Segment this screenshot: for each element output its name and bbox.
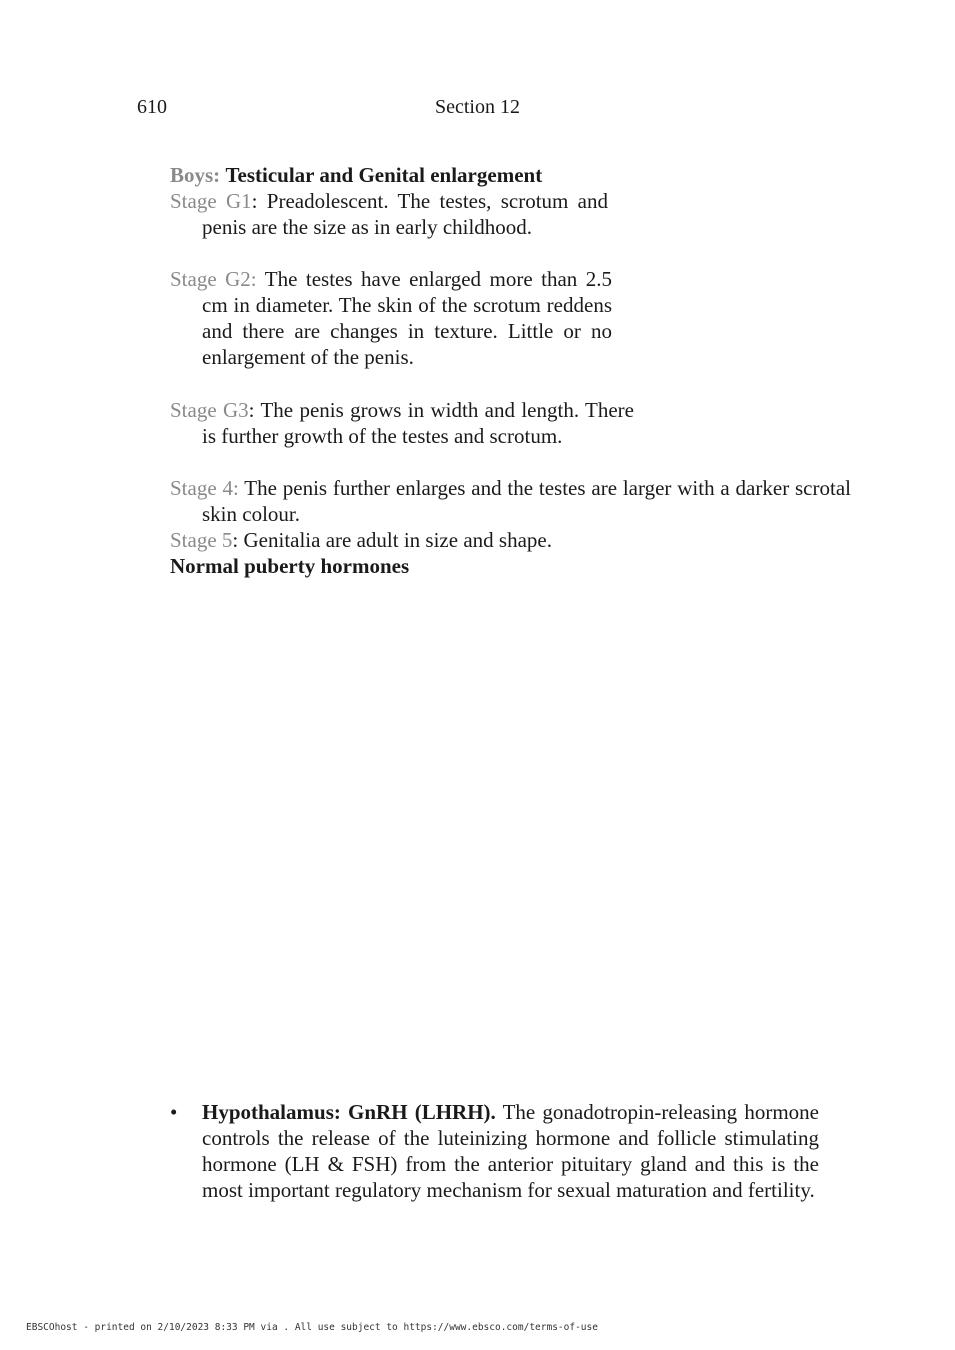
boys-label: Boys: [170,163,221,187]
stage-label: Stage G1 [170,189,252,213]
stage-g2 [170,266,612,370]
stage-text: The penis grows in width and length. There is further growth of the testes and scrotum. [202,398,634,448]
stage-4 [170,475,851,527]
bullet-body: The gonadotropin-releasing hormone controls the release of the luteinizing hormone and follicle stimulating hormone (LH & FSH) from the anterior pituitary gland and this is the most important regulatory mechanism for sexual maturation and fertility. [202,1100,819,1202]
stage-label: Stage G3 [170,398,249,422]
bullet-item [170,1099,819,1203]
running-head: Section 12 [435,96,520,118]
stage-sep: : [232,528,239,552]
stage-label: Stage G2: [170,267,257,291]
stage-text: The penis further enlarges and the testes are larger with a darker scrotal skin colour. [202,476,851,526]
bullet-marker: • [170,1100,178,1124]
print-footer: EBSCOhost - printed on 2/10/2023 8:33 PM via . All use subject to https://www.ebsco.com/terms-of-use [26,1322,598,1333]
stage-label: Stage 5 [170,528,233,552]
stage-text: Genitalia are adult in size and shape. [238,528,552,552]
hormones-heading: Normal puberty hormones [170,554,410,578]
page-number: 610 [137,96,167,118]
stage-5 [170,527,851,553]
bullet-term: Hypothalamus: GnRH (LHRH). [202,1100,496,1124]
boys-title: Testicular and Genital enlargement [225,163,543,187]
stage-sep: : [251,189,258,213]
stage-text: The testes have enlarged more than 2.5 cm in diameter. The skin of the scrotum reddens and there are changes in texture. Little or no enlargement of the penis. [202,267,613,369]
stage-text: Preadolescent. The testes, scrotum and penis are the size as in early childhood. [202,189,608,239]
stage-sep: : [248,398,255,422]
stage-g3 [170,397,634,449]
stage-label: Stage 4: [170,476,239,500]
stage-g1 [170,188,608,240]
boys-heading [170,162,590,188]
bullet-text [202,1099,819,1203]
